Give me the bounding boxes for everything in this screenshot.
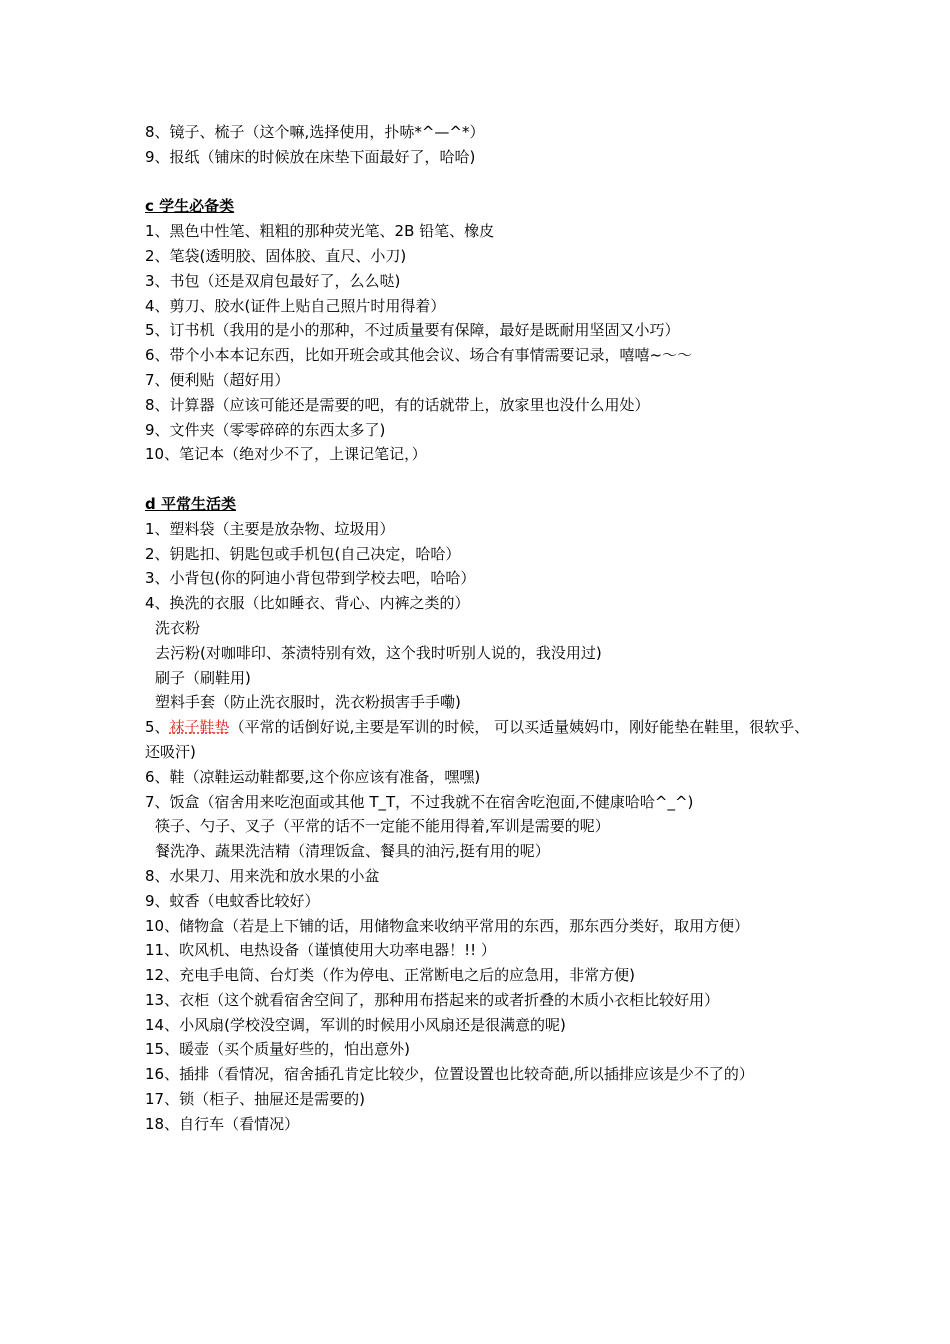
list-item: 5、订书机（我用的是小的那种，不过质量要有保障，最好是既耐用坚固又小巧）: [145, 321, 680, 340]
list-item: 8、计算器（应该可能还是需要的吧，有的话就带上，放家里也没什么用处）: [145, 395, 650, 414]
highlighted-text: 袜子鞋垫: [169, 718, 230, 737]
document-page: [145, 120, 815, 1137]
list-item: 7、饭盒（宿舍用来吃泡面或其他 T_T，不过我就不在宿舍吃泡面,不健康哈哈^_^): [145, 792, 694, 811]
list-item: 17、锁（柜子、抽屉还是需要的): [145, 1090, 365, 1109]
list-item-storage-box: 10、储物盒（若是上下铺的话，用储物盒来收纳平常用的东西，那东西分类好，取用方便）: [145, 916, 750, 935]
list-item-newspaper: 9、报纸（铺床的时候放在床垫下面最好了，哈哈): [145, 147, 476, 166]
list-item: 2、笔袋(透明胶、固体胶、直尺、小刀): [145, 246, 407, 265]
list-item: 12、充电手电筒、台灯类（作为停电、正常断电之后的应急用，非常方便): [145, 966, 635, 985]
list-item: 4、剪刀、胶水(证件上贴自己照片时用得着）: [145, 296, 446, 315]
list-item: 1、黑色中性笔、粗粗的那种荧光笔、2B 铅笔、橡皮: [145, 222, 495, 241]
list-item-text: （平常的话倒好说,主要是军训的时候， 可以买适量姨妈巾，刚好能垫在鞋里，很软乎、还吸汗): [145, 718, 810, 761]
list-item: 4、换洗的衣服（比如睡衣、背心、内裤之类的）: [145, 594, 470, 613]
list-item: 13、衣柜（这个就看宿舍空间了，那种用布搭起来的或者折叠的木质小衣柜比较好用）: [145, 990, 720, 1009]
list-item: 9、蚊香（电蚊香比较好）: [145, 891, 320, 910]
list-item: 6、带个小本本记东西，比如开班会或其他会议、场合有事情需要记录，嘻嘻~～～: [145, 346, 693, 365]
list-item: 8、水果刀、用来洗和放水果的小盆: [145, 866, 380, 885]
list-item: 7、便利贴（超好用）: [145, 370, 290, 389]
list-item-mirror-comb: 8、镜子、梳子（这个嘛,选择使用，扑哧*^—^*）: [145, 123, 485, 141]
sub-list-item: 洗衣粉: [155, 618, 201, 637]
list-item: 14、小风扇(学校没空调，军训的时候用小风扇还是很满意的呢): [145, 1015, 566, 1034]
list-item-socks-insoles: [145, 715, 815, 765]
section-heading-daily-life: d 平常生活类: [145, 494, 236, 513]
list-item: 6、鞋（凉鞋运动鞋都要,这个你应该有准备，嘿嘿): [145, 767, 481, 786]
spacer: [145, 170, 815, 195]
sub-list-item: 筷子、勺子、叉子（平常的话不一定能不能用得着,军训是需要的呢）: [155, 817, 610, 836]
list-item-number: 5、: [145, 718, 170, 737]
list-item: 11、吹风机、电热设备（谨慎使用大功率电器！!! ）: [145, 941, 496, 960]
list-item: 15、暖壶（买个质量好些的，怕出意外): [145, 1040, 410, 1059]
list-item: 10、笔记本（绝对少不了，上课记笔记，）: [145, 445, 427, 464]
sub-list-item: 塑料手套（防止洗衣服时，洗衣粉损害手手嘞): [155, 693, 461, 712]
list-item: 9、文件夹（零零碎碎的东西太多了): [145, 420, 386, 439]
sub-list-item: 去污粉(对咖啡印、茶渍特别有效，这个我时听别人说的，我没用过): [155, 643, 602, 662]
list-item: 18、自行车（看情况）: [145, 1114, 300, 1133]
list-item: 1、塑料袋（主要是放杂物、垃圾用）: [145, 519, 395, 538]
sub-list-item: 刷子（刷鞋用): [155, 668, 251, 687]
sub-list-item: 餐洗净、蔬果洗洁精（清理饭盒、餐具的油污,挺有用的呢）: [155, 842, 550, 861]
section-heading-student-essentials: c 学生必备类: [145, 197, 235, 216]
list-item-power-strip: 16、插排（看情况，宿舍插孔肯定比较少，位置设置也比较奇葩,所以插排应该是少不了的）: [145, 1065, 754, 1084]
spacer: [145, 467, 815, 492]
list-item: 3、小背包(你的阿迪小背包带到学校去吧，哈哈）: [145, 569, 476, 588]
list-item: 2、钥匙扣、钥匙包或手机包(自己决定，哈哈）: [145, 544, 461, 563]
list-item: 3、书包（还是双肩包最好了，么么哒): [145, 271, 401, 290]
